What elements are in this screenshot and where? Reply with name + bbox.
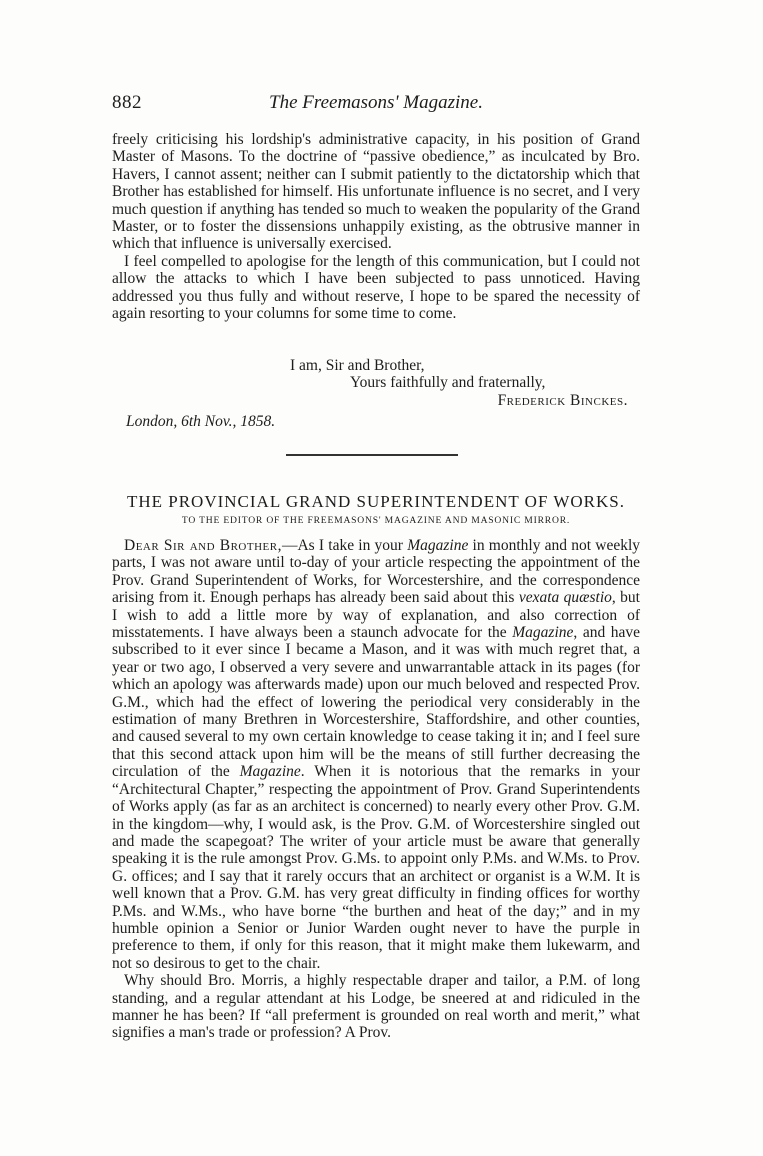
text-run: . When it is notorious that the remarks in your “Architectural Chapter,” respecting the appointment of Prov. Grand Superintendents of Works apply (as far as an architect is concerned) to nearly every other Prov. G.M. in the kingdom—why, I would ask, is the Prov. G.M. of Worcestershire singled out and made the scapegoat? The writer of your article must be aware that generally speaking it is the rule amongst Prov. G.Ms. to appoint only P.Ms. and W.Ms. to Prov. G. offices; and I say that it rarely occurs that an architect or organist is a W.M. It is well known that a Prov. G.M. has very great difficulty in finding offices for worthy P.Ms. and W.Ms., who have borne “the burthen and heat of the day;” and in my humble opinion a Senior or Junior Warden ought never to have the purple in preference to them, if only for this reason, that it might make them lukewarm, and not so desirous to get to the chair. <box>112 763 640 972</box>
article-headline: THE PROVINCIAL GRAND SUPERINTENDENT OF WORKS. <box>126 492 626 511</box>
magazine-title: Magazine <box>239 763 301 781</box>
page-header <box>112 92 640 118</box>
letter-paragraph: freely criticising his lordship's administrative capacity, in his position of Grand Master of Masons. To the doctrine of “passive obedience,” as inculcated by Bro. Havers, I cannot assent; neither can I submit patiently to the dictatorship which that Brother has established for himself. His unfortunate influence is no secret, and I very much question if anything has tended so much to weaken the popularity of the Grand Master, or to foster the dissensions unhappily existing, as the obtrusive manner in which that influence is universally exercised. <box>112 131 640 253</box>
closing-line: I am, Sir and Brother, <box>290 357 425 374</box>
latin-phrase: vexata quæstio <box>518 589 612 607</box>
signature: Frederick Binckes. <box>497 391 628 409</box>
article-body <box>112 537 640 1042</box>
magazine-title: Magazine <box>512 624 574 642</box>
dateline <box>112 413 640 430</box>
magazine-title: Magazine <box>407 537 469 554</box>
letter-continuation <box>112 131 640 322</box>
text-run: , and have subscribed to it ever since I became a Mason, and it was with much regret that, a year or two ago, I observed a very severe and unwarrantable attack in its pages (for which an apology was afterwards made) upon our much beloved and respected Prov. G.M., which had the effect of lowering the periodical very considerably in the estimation of many Brethren in Worcestershire, Staffordshire, and other counties, and caused several to my own certain knowledge to cease taking it in; and I feel sure that this second attack upon him will be the means of still further decreasing the circulation of the <box>112 624 641 781</box>
running-title: The Freemasons' Magazine. <box>269 92 483 113</box>
place: London, <box>126 413 178 431</box>
salutation: Dear Sir and Brother, <box>124 537 282 554</box>
closing-line: Yours faithfully and fraternally, <box>350 374 546 392</box>
letter-closing <box>112 357 640 431</box>
letter-paragraph: I feel compelled to apologise for the length of this communication, but I could not allow the attacks to which I have been subjected to pass unnoticed. Having addressed you thus fully and without reserve, I hope to be spared the necessity of again resorting to your columns for some time to come. <box>112 252 640 323</box>
text-run: in monthly and not weekly parts, I was not aware until to-day of your article respecting the appointment of the Prov. Grand Superintendent of Works, for Worcestershire, and the correspondence arising from it. Enough perhaps has already been said about this <box>112 537 641 607</box>
article-paragraph <box>112 537 640 972</box>
text-run: , but I wish to add a little more by way of explanation, and also correction of misstatements. I have always been a staunch advocate for the <box>112 589 640 642</box>
article-subheadline: TO THE EDITOR OF THE FREEMASONS' MAGAZINE AND MASONIC MIRROR. <box>181 515 571 526</box>
date: 6th Nov., 1858. <box>181 413 276 431</box>
page-number: 882 <box>112 92 142 113</box>
text-run: —As I take in your <box>281 537 408 554</box>
section-divider <box>286 454 458 456</box>
article-paragraph: Why should Bro. Morris, a highly respectable draper and tailor, a P.M. of long standing, and a regular attendant at his Lodge, be sneered at and ridiculed in the manner he has been? If “all preferment is grounded on real worth and merit,” what signifies a man's trade or profession? A Prov. <box>112 972 640 1042</box>
